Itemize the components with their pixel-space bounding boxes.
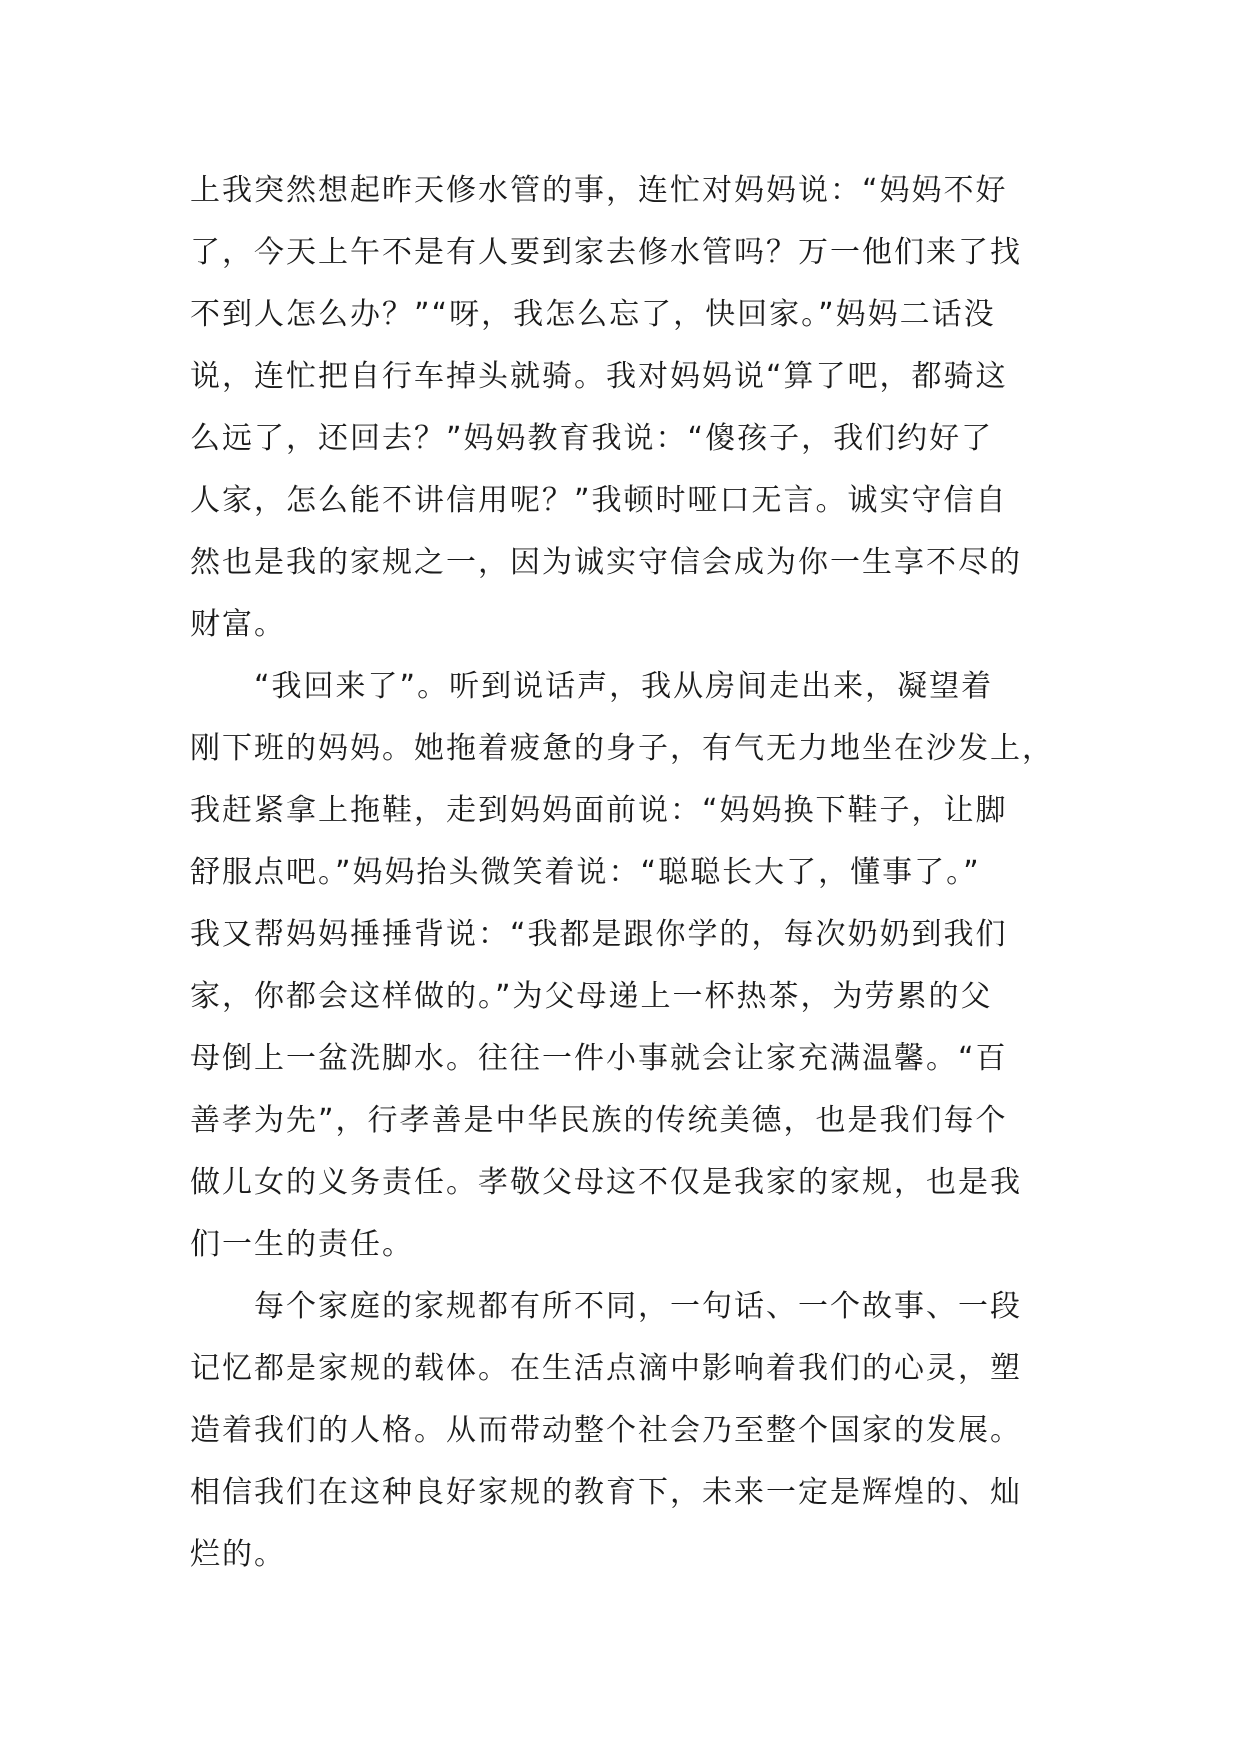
text-line: 刚下班的妈妈。她拖着疲惫的身子，有气无力地坐在沙发上，	[190, 731, 1054, 766]
text-line: 我赶紧拿上拖鞋，走到妈妈面前说：“妈妈换下鞋子，让脚	[190, 793, 1008, 828]
text-line: 记忆都是家规的载体。在生活点滴中影响着我们的心灵，塑	[190, 1351, 1022, 1386]
text-line: 舒服点吧。”妈妈抬头微笑着说：“聪聪长大了，懂事了。”	[190, 855, 981, 890]
text-line: 造着我们的人格。从而带动整个社会乃至整个国家的发展。	[190, 1413, 1022, 1448]
text-line: 们一生的责任。	[190, 1227, 414, 1262]
text-line: “我回来了”。听到说话声，我从房间走出来，凝望着	[190, 669, 994, 704]
text-line: 相信我们在这种良好家规的教育下，未来一定是辉煌的、灿	[190, 1475, 1022, 1510]
text-line: 说，连忙把自行车掉头就骑。我对妈妈说“算了吧，都骑这	[190, 359, 1008, 394]
text-line: 善孝为先”，行孝善是中华民族的传统美德，也是我们每个	[190, 1103, 1008, 1138]
text-line: 人家，怎么能不讲信用呢？”我顿时哑口无言。诚实守信自	[190, 483, 1008, 518]
text-line: 然也是我的家规之一，因为诚实守信会成为你一生享不尽的	[190, 545, 1022, 580]
text-line: 烂的。	[190, 1537, 286, 1572]
text-line: 么远了，还回去？”妈妈教育我说：“傻孩子，我们约好了	[190, 421, 994, 456]
text-line: 做儿女的义务责任。孝敬父母这不仅是我家的家规，也是我	[190, 1165, 1022, 1200]
text-line: 上我突然想起昨天修水管的事，连忙对妈妈说：“妈妈不好	[190, 173, 1008, 208]
paragraph-honesty	[190, 160, 1050, 656]
paragraph-conclusion	[190, 1276, 1050, 1586]
text-line: 每个家庭的家规都有所不同，一句话、一个故事、一段	[190, 1289, 1022, 1324]
text-line: 母倒上一盆洗脚水。往往一件小事就会让家充满温馨。“百	[190, 1041, 1008, 1076]
text-line: 家，你都会这样做的。”为父母递上一杯热茶，为劳累的父	[190, 979, 993, 1014]
paragraph-filial-piety	[190, 656, 1054, 1276]
document-body	[190, 160, 1054, 1586]
text-line: 我又帮妈妈捶捶背说：“我都是跟你学的，每次奶奶到我们	[190, 917, 1008, 952]
text-line: 财富。	[190, 607, 286, 642]
text-line: 了，今天上午不是有人要到家去修水管吗？万一他们来了找	[190, 235, 1022, 270]
text-line: 不到人怎么办？”“呀，我怎么忘了，快回家。”妈妈二话没	[190, 297, 996, 332]
